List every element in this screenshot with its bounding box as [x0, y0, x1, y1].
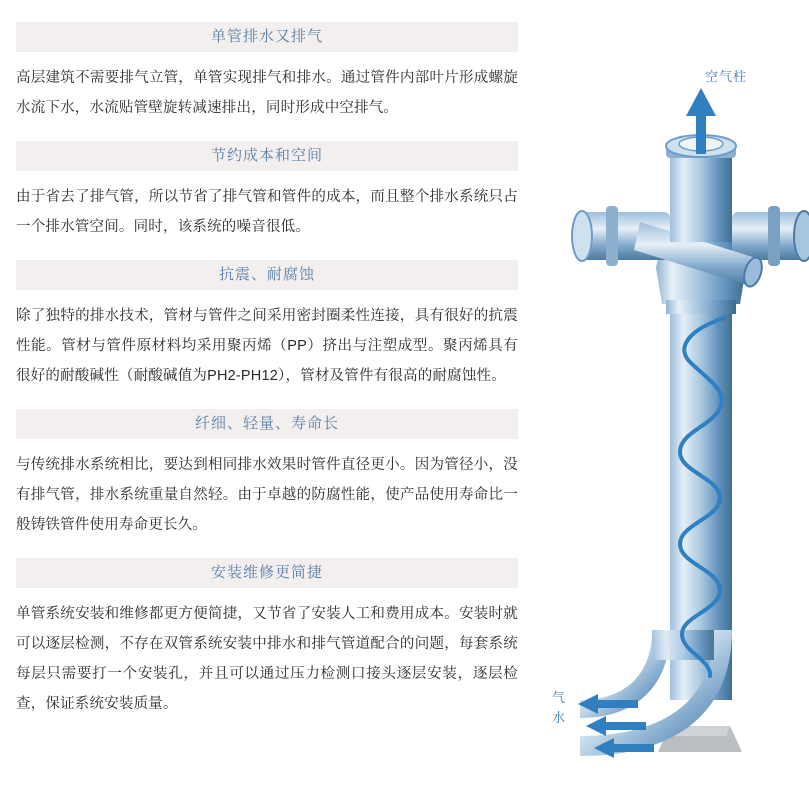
section-3-paragraph: 除了独特的排水技术，管材与管件之间采用密封圈柔性连接，具有很好的抗震性能。管材与管件原材料均采用聚丙烯（PP）挤出与注塑成型。聚丙烯具有很好的耐酸碱性（耐酸碱值为PH2-PH12），管材及管件有很高的耐腐蚀性。: [16, 308, 518, 384]
section-3-body: [16, 301, 518, 391]
section-5: [16, 558, 518, 719]
section-5-paragraph: 单管系统安装和维修都更方便简捷，又节省了安装人工和费用成本。安装时就可以逐层检测，不存在双管系统安装中排水和排气管道配合的问题，每套系统每层只需要打一个安装孔，并且可以通过压力检测口接头逐层安装，逐层检查，保证系统安装质量。: [16, 606, 518, 712]
section-2-paragraph: 由于省去了排气管，所以节省了排气管和管件的成本，而且整个排水系统只占一个排水管空间。同时，该系统的噪音很低。: [16, 189, 518, 235]
label-air-column: 空气柱: [705, 69, 748, 84]
pipe-illustration: [520, 0, 809, 788]
section-1-paragraph: 高层建筑不需要排气立管，单管实现排气和排水。通过管件内部叶片形成螺旋水流下水，水流贴管壁旋转减速排出，同时形成中空排气。: [16, 70, 518, 116]
pipe-diagram-svg: [520, 0, 809, 788]
section-1-body: [16, 63, 518, 123]
section-5-body: [16, 599, 518, 719]
article-column: [16, 22, 518, 737]
section-4-body: [16, 450, 518, 540]
section-3-title: 抗震、耐腐蚀: [16, 260, 518, 290]
section-1-title: 单管排水又排气: [16, 22, 518, 52]
section-4: [16, 409, 518, 540]
section-2-body: [16, 182, 518, 242]
label-gas-water: 气 水: [552, 690, 567, 725]
section-5-title: 安装维修更简捷: [16, 558, 518, 588]
section-4-title: 纤细、轻量、寿命长: [16, 409, 518, 439]
section-4-paragraph: 与传统排水系统相比，要达到相同排水效果时管件直径更小。因为管径小，没有排气管，排水系统重量自然轻。由于卓越的防腐性能，使产品使用寿命比一般铸铁管件使用寿命更长久。: [16, 457, 518, 533]
section-2-title: 节约成本和空间: [16, 141, 518, 171]
section-2: [16, 141, 518, 242]
section-3: [16, 260, 518, 391]
section-1: [16, 22, 518, 123]
